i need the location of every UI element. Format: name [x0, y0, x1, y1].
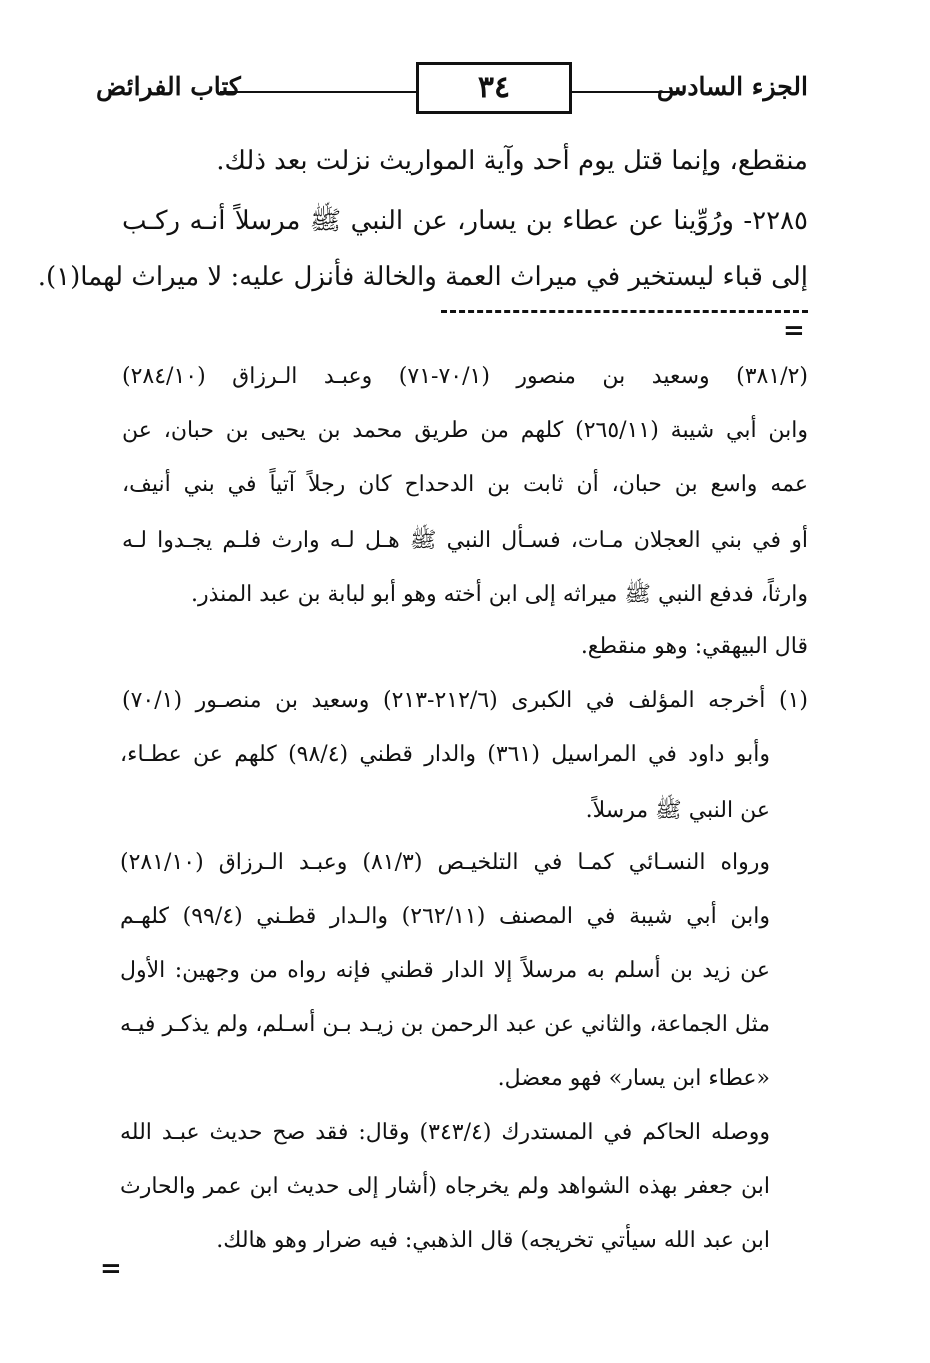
main-line-1: منقطع، وإنما قتل يوم أحد وآية المواريث نزلت بعد ذلك.	[216, 146, 808, 176]
main-line-3: إلى قباء ليستخير في ميراث العمة والخالة فأنزل عليه: لا ميراث لهما(١).	[37, 262, 808, 292]
footnote-line-6: عن زيد بن أسلم به مرسلاً إلا الدار قطني فإنه رواه من وجهين: الأول	[120, 958, 770, 983]
note-line-3: عمه واسع بن حبان، أن ثابت بن الدحداح كان رجلاً آتياً في بني أنيف،	[122, 472, 808, 497]
footnote-line-9: ووصله الحاكم في المستدرك (٣٤٣/٤) وقال: فقد صح حديث عبـد الله	[120, 1120, 770, 1145]
book-title: كتاب الفرائض	[96, 72, 241, 101]
footnote-line-7: مثل الجماعة، والثاني عن عبد الرحمن بن زيـد بـن أسـلم، ولم يذكـر فيـه	[120, 1012, 770, 1037]
header-rule-right	[572, 91, 682, 93]
running-header	[96, 62, 808, 124]
note-line-2: وابن أبي شيبة (٢٦٥/١١) كلهم من طريق محمد بن يحيى بن حبان، عن	[122, 418, 809, 443]
footnote-line-1: (١) أخرجه المؤلف في الكبرى (٢١٢/٦-٢١٣) وسعيد بن منصـور (٧٠/١)	[122, 688, 808, 713]
footnote-line-8: «عطاء ابن يسار» فهو معضل.	[497, 1066, 770, 1091]
footnote-line-3: عن النبي ﷺ مرسلاً.	[585, 798, 770, 823]
footnote-line-10: ابن جعفر بهذه الشواهد ولم يخرجاه (أشار إلى حديث ابن عمر والحارث	[120, 1174, 770, 1199]
footnote-separator	[441, 310, 808, 313]
footnote-line-2: وأبو داود في المراسيل (٣٦١) والدار قطني (٩٨/٤) كلهم عن عطـاء،	[120, 742, 771, 767]
continuation-mark: =	[783, 316, 805, 346]
note-line-5: وارثاً، فدفع النبي ﷺ ميراثه إلى ابن أخته وهو أبو لبابة بن عبد المنذر.	[190, 582, 808, 607]
main-line-2: ٢٢٨٥- ورُوِّينا عن عطاء بن يسار، عن النبي ﷺ مرسلاً أنـه ركـب	[122, 206, 808, 236]
note-line-1: (٣٨١/٢) وسعيد بن منصور (٧٠/١-٧١) وعبـد الـرزاق (٢٨٤/١٠)	[122, 364, 809, 389]
footnote-line-4: ورواه النسـائي كمـا في التلخيـص (٨١/٣) وعبـد الـرزاق (٢٨١/١٠)	[120, 850, 770, 875]
volume-title: الجزء السادس	[656, 72, 808, 101]
header-rule-left	[220, 91, 416, 93]
note-line-6: قال البيهقي: وهو منقطع.	[580, 634, 808, 659]
note-line-4: أو في بني العجلان مـات، فسـأل النبي ﷺ هـل لـه وارث فلـم يجـدوا لـه	[122, 528, 808, 553]
footnote-line-11: ابن عبد الله سيأتي تخريجه) قال الذهبي: فيه ضرار وهو هالك.	[216, 1228, 770, 1253]
footnote-line-5: وابن أبي شيبة في المصنف (٢٦٢/١١) والـدار قطـني (٩٩/٤) كلهـم	[120, 904, 770, 929]
continues-next-mark: =	[100, 1254, 122, 1284]
page-number: ٣٤	[416, 62, 572, 114]
